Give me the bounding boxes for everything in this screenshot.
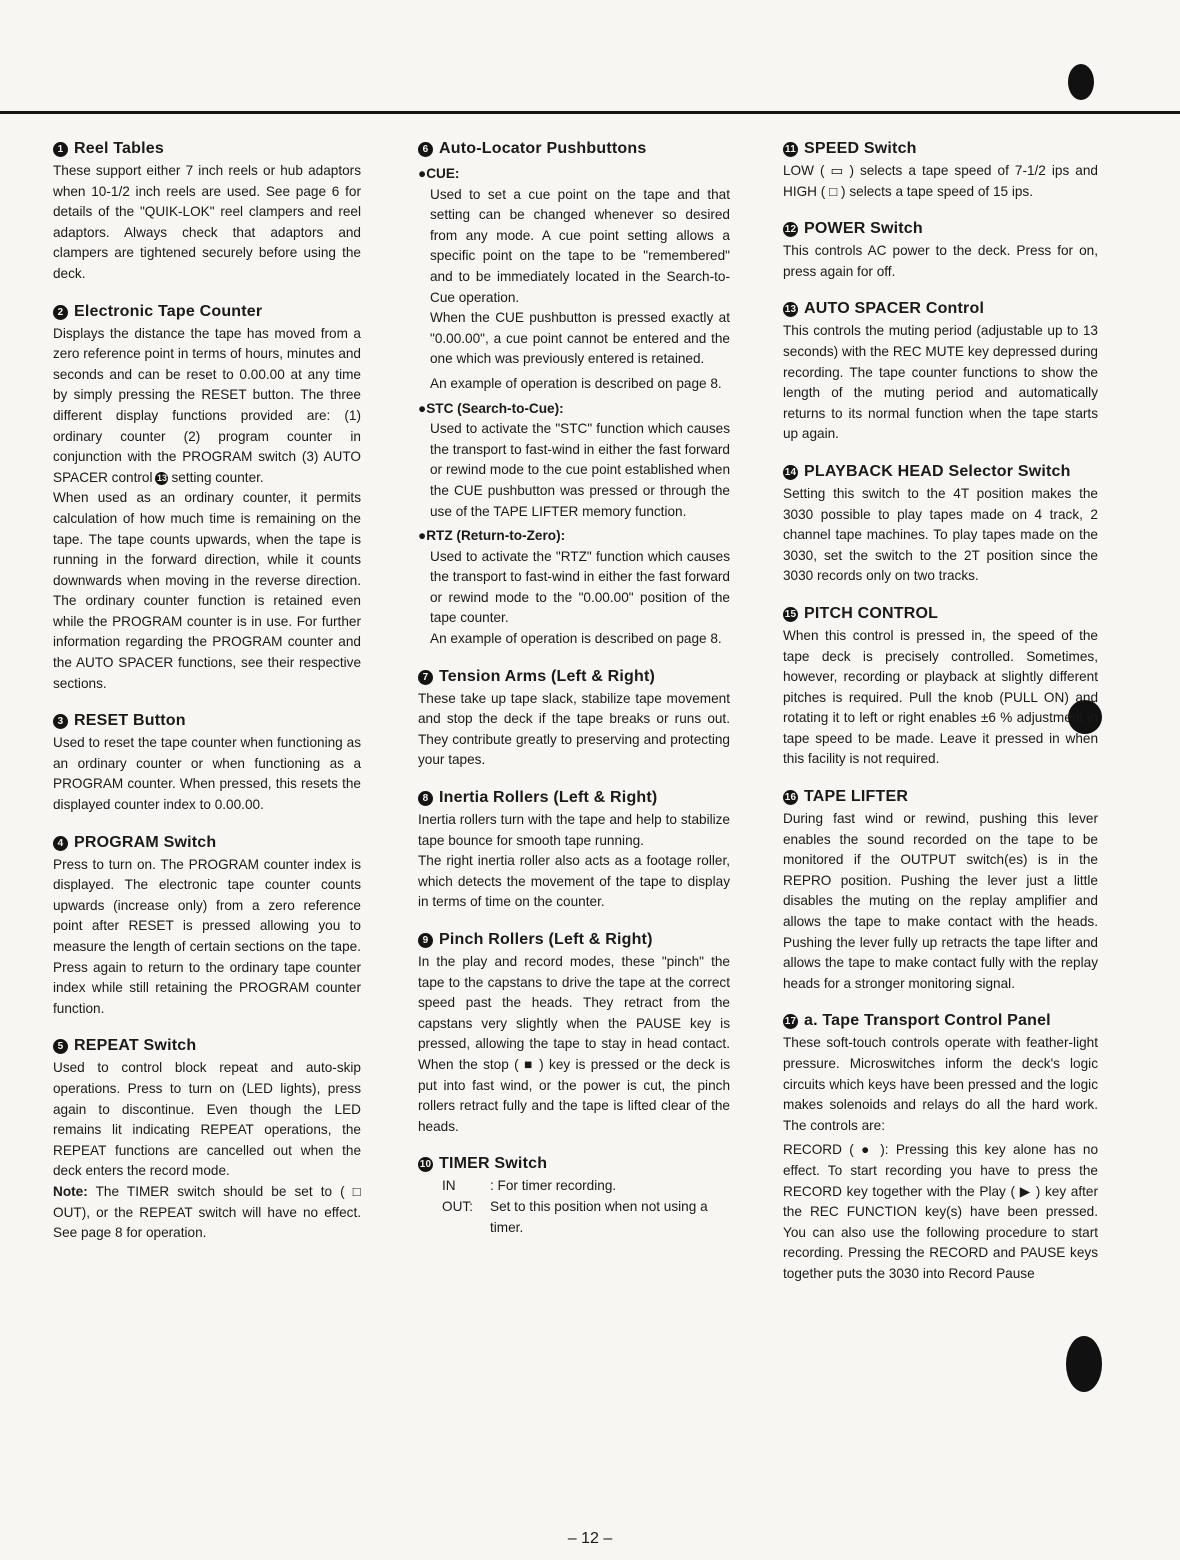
section-title: POWER Switch <box>804 220 923 238</box>
section-body: These soft-touch controls operate with feather-light pressure. Microswitches inform the deck's logic circuits which keys have been pressed and the logic makes solenoids and relays do all the hard work. The controls are: <box>783 1035 1098 1133</box>
section-pinch-rollers <box>418 929 730 1137</box>
item-number-badge: 9 <box>418 933 433 948</box>
cue-label: ●CUE: <box>418 166 460 181</box>
section-inertia-rollers <box>418 787 730 913</box>
ink-blot-top <box>1068 64 1094 100</box>
section-body-2: RECORD ( ● ): Pressing this key alone has no effect. To start recording you have to press the RECORD key together with the Play ( ▶ ) key after the REC FUNCTION key(s) have been pressed. You can also use the following procedure to start recording. Pressing the RECORD and PAUSE keys together puts the 3030 into Record Pause <box>783 1142 1098 1281</box>
section-title: TIMER Switch <box>439 1155 548 1173</box>
section-body: Inertia rollers turn with the tape and help to stabilize tape bounce for smooth tape running. <box>418 812 730 848</box>
item-number-badge: 13 <box>784 304 797 316</box>
reference-badge: 13 <box>156 472 167 483</box>
item-number-badge: 14 <box>784 466 797 478</box>
section-title: PITCH CONTROL <box>804 604 939 622</box>
section-title: REPEAT Switch <box>74 1037 197 1055</box>
item-number-badge: 3 <box>53 714 68 729</box>
section-title: TAPE LIFTER <box>804 788 909 806</box>
item-number-badge: 11 <box>783 142 798 157</box>
cue-body-2: When the CUE pushbutton is pressed exactly at "0.00.00", a cue point cannot be entered and the one which was previously entered is retained. <box>430 310 730 367</box>
body-text: Displays the distance the tape has moved from a zero reference point in terms of hours, minutes and seconds and can be reset to 0.00.00 at any time by simply pressing the RESET button. The three different display functions provided are: (1) ordinary counter (2) program counter in conjunction with the PROGRAM switch (3) AUTO SPACER control <box>53 325 361 485</box>
section-tape-lifter <box>783 786 1098 994</box>
section-heading <box>53 301 361 323</box>
section-title: Inertia Rollers (Left & Right) <box>439 789 658 807</box>
column-left <box>53 138 361 1260</box>
item-number-badge: 2 <box>53 305 68 320</box>
section-reset-button <box>53 710 361 815</box>
section-body: LOW ( ▭ ) selects a tape speed of 7-1/2 ips and HIGH ( □ ) selects a tape speed of 15 ips. <box>783 163 1098 199</box>
section-title: PLAYBACK HEAD Selector Switch <box>804 462 1071 480</box>
stc-body: Used to activate the "STC" function which causes the transport to fast-wind in either the fast forward or rewind mode to the cue point established when the CUE pushbutton was pressed or through the use of the TAPE LIFTER memory function. <box>430 421 730 519</box>
section-timer-switch <box>418 1153 730 1238</box>
section-body: Press to turn on. The PROGRAM counter index is displayed. The electronic tape counter counts upwards (increase only) from a zero reference point after RESET is pressed allowing you to measure the length of certain sections on the tape. Press again to return to the ordinary tape counter index while still retaining the PROGRAM counter function. <box>53 856 361 1016</box>
section-reel-tables <box>53 138 361 285</box>
section-heading <box>53 138 361 160</box>
section-body: Used to reset the tape counter when functioning as an ordinary counter or when functioning as a PROGRAM counter. When pressed, this resets the displayed counter index to 0.00.00. <box>53 735 361 813</box>
section-heading <box>783 461 1098 483</box>
section-title: Tension Arms (Left & Right) <box>439 667 656 685</box>
section-tension-arms <box>418 666 730 771</box>
rtz-label: ●RTZ (Return-to-Zero): <box>418 528 566 544</box>
section-heading <box>53 1035 361 1057</box>
section-heading <box>783 786 1098 808</box>
section-heading <box>418 138 730 160</box>
section-heading <box>418 1153 730 1175</box>
section-heading <box>418 787 730 809</box>
section-title: PROGRAM Switch <box>74 833 217 851</box>
timer-in-text: : For timer recording. <box>490 1178 617 1194</box>
section-body-2: The right inertia roller also acts as a footage roller, which detects the movement of the tape to display in terms of time on the counter. <box>418 853 730 910</box>
section-tape-transport-panel <box>783 1010 1098 1284</box>
cue-body: Used to set a cue point on the tape and that setting can be changed whenever so desired from any mode. A cue point setting allows a specific point on the tape to be "remembered" and to be immediately located in the Search-to-Cue operation. <box>430 186 730 305</box>
ink-blot-bottom <box>1066 1336 1102 1392</box>
item-number-badge: 6 <box>418 142 433 157</box>
column-right <box>783 138 1098 1301</box>
item-number-badge: 17 <box>784 1016 797 1028</box>
section-power-switch <box>783 218 1098 282</box>
section-title: Electronic Tape Counter <box>74 302 263 320</box>
note-label: Note: <box>53 1183 88 1199</box>
section-title: Auto-Locator Pushbuttons <box>439 140 647 157</box>
section-auto-spacer <box>783 298 1098 445</box>
section-pitch-control <box>783 603 1098 770</box>
item-number-badge: 5 <box>53 1039 68 1054</box>
section-body: Used to control block repeat and auto-skip operations. Press to turn on (LED lights), press again to discontinue. Even though the LED remains lit indicating REPEAT operations, the REPEAT functions are cancelled out when the deck enters the record mode. <box>53 1060 361 1179</box>
note-text: The TIMER switch should be set to ( □ OUT), or the REPEAT switch will have no effect. See page 8 for operation. <box>53 1183 361 1241</box>
item-number-badge: 4 <box>53 836 68 851</box>
section-heading <box>783 1010 1098 1032</box>
column-middle <box>418 138 730 1254</box>
section-heading <box>53 710 361 732</box>
stc-label: ●STC (Search-to-Cue): <box>418 400 564 416</box>
timer-out-text: Set to this position when not using a timer. <box>490 1198 708 1235</box>
section-repeat-switch <box>53 1035 361 1243</box>
body-text-end: setting counter. <box>171 469 264 485</box>
section-title: AUTO SPACER Control <box>804 300 985 318</box>
item-number-badge: 8 <box>418 791 433 806</box>
section-heading <box>783 218 1098 240</box>
item-number-badge: 15 <box>784 608 797 620</box>
top-rule <box>0 111 1180 114</box>
section-body: Setting this switch to the 4T position makes the 3030 possible to play tapes made on 4 track, 2 channel tape machines. To play tapes made on the 3030, set the switch to the 2T position since the 3030 records only on two tracks. <box>783 485 1098 584</box>
timer-in-row <box>418 1176 730 1197</box>
cue-body-3: An example of operation is described on page 8. <box>430 375 722 391</box>
note <box>53 1182 361 1244</box>
section-body: These take up tape slack, stabilize tape movement and stop the deck if the tape breaks or runs out. They contribute greatly to preserving and protecting your tapes. <box>418 690 730 768</box>
section-title: RESET Button <box>74 712 186 730</box>
item-number-badge: 16 <box>784 792 797 804</box>
section-body: This controls AC power to the deck. Press for on, press again for off. <box>783 243 1098 279</box>
section-body-2: When used as an ordinary counter, it permits calculation of how much time is remaining on the tape. The tape counts upwards, when the tape is running in the forward direction, while it counts downwards when moving in the reverse direction. The ordinary counter function is retained even while the PROGRAM counter is in use. For further information regarding the PROGRAM counter and the AUTO SPACER functions, see their respective sections. <box>53 490 361 691</box>
section-body: During fast wind or rewind, pushing this lever enables the sound recorded on the tape to be monitored if the OUTPUT switch(es) is in the REPRO position. Pushing the lever just a little disables the muting on the replay amplifier and allows the tape to make contact with the heads. Pushing the lever fully up retracts the tape lifter and allows the tape to make contact fully with the replay heads for a stronger monitoring signal. <box>783 811 1098 991</box>
section-program-switch <box>53 832 361 1020</box>
section-body: In the play and record modes, these "pinch" the tape to the capstans to drive the tape at the correct speed past the heads. They retract from the capstans very slightly when the PAUSE key is pressed, allowing the tape to stay in head contact. When the stop ( ■ ) key is pressed or the deck is put into fast wind, or the power is cut, the pinch rollers retract fully and the tape is lifted clear of the heads. <box>418 954 730 1134</box>
item-number-badge: 1 <box>53 142 68 157</box>
section-heading <box>783 603 1098 625</box>
timer-in-label: IN <box>442 1178 456 1194</box>
section-body <box>53 324 361 489</box>
section-electronic-tape-counter <box>53 301 361 695</box>
item-number-badge: 12 <box>784 224 797 236</box>
section-body: When this control is pressed in, the speed of the tape deck is precisely controlled. Sometimes, however, recording or playback at slightly different pitches is required. Pull the knob (PULL ON) and rotating it to left or right enables ±6 % adjustment in tape speed to be made. Leave it pressed in when this facility is not required. <box>783 627 1098 767</box>
section-heading <box>418 929 730 951</box>
section-auto-locator <box>418 138 730 650</box>
section-playback-head-selector <box>783 461 1098 587</box>
section-title: Reel Tables <box>74 140 164 157</box>
section-heading <box>783 138 1098 160</box>
timer-out-row <box>418 1197 730 1238</box>
rtz-body-2: An example of operation is described on page 8. <box>430 631 722 647</box>
section-title: SPEED Switch <box>804 140 917 157</box>
section-heading <box>418 666 730 688</box>
page-number: – 12 – <box>567 1530 613 1547</box>
section-body: These support either 7 inch reels or hub adaptors when 10-1/2 inch reels are used. See page 6 for details of the "QUIK-LOK" reel clampers and reel adaptors. Always check that adaptors and clampers are tightened securely before using the deck. <box>53 163 361 281</box>
section-heading <box>53 832 361 854</box>
rtz-body: Used to activate the "RTZ" function which causes the transport to fast-wind in either the fast forward or rewind mode to the "0.00.00" position of the tape counter. <box>430 548 730 626</box>
item-number-badge: 7 <box>418 670 433 685</box>
section-speed-switch <box>783 138 1098 202</box>
timer-out-label: OUT: <box>442 1198 473 1214</box>
section-body: This controls the muting period (adjustable up to 13 seconds) with the REC MUTE key depressed during recording. The tape counter functions to show the length of the muting period and automatically returns to its normal function when the tape starts up again. <box>783 323 1098 442</box>
item-number-badge: 10 <box>419 1159 432 1171</box>
section-heading <box>783 298 1098 320</box>
section-title: a. Tape Transport Control Panel <box>804 1012 1051 1030</box>
section-title: Pinch Rollers (Left & Right) <box>439 931 653 948</box>
